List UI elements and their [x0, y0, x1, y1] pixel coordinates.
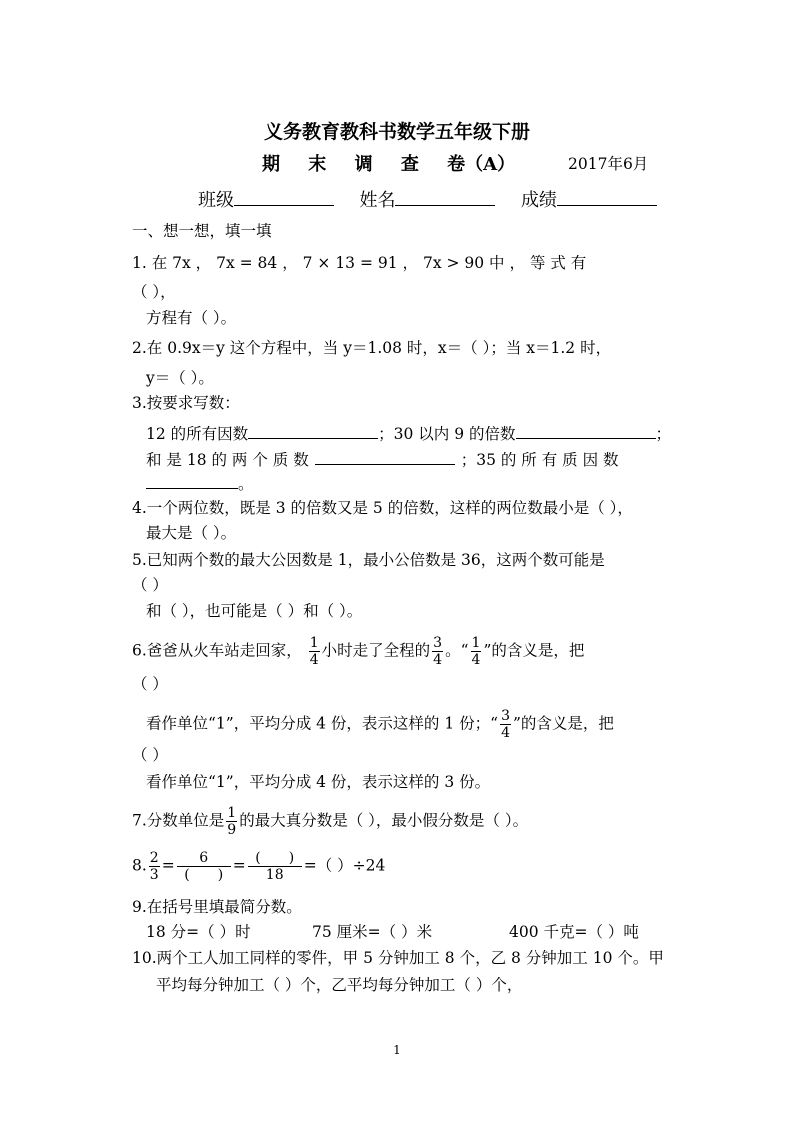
q6-fraction — [471, 636, 482, 667]
subtitle-char: 查 — [400, 154, 419, 175]
student-info — [198, 186, 657, 212]
q1-equation-blank[interactable]: 方程有（ ）。 — [146, 309, 237, 327]
q6-line — [132, 636, 584, 667]
q6-text: 。“ — [445, 641, 469, 660]
name-field[interactable] — [395, 187, 495, 206]
q8-fraction — [248, 851, 302, 882]
q9-item-b[interactable]: 75 厘米=（ ）米 — [312, 923, 433, 941]
q5-blank[interactable]: （ ） — [132, 576, 168, 594]
q1-blank[interactable]: （ ）， — [132, 283, 176, 301]
fraction-numerator: 2 — [149, 850, 159, 866]
q4-line: 4.一个两位数，既是 3 的倍数又是 5 的倍数，这样的两位数最小是（ ）， — [132, 499, 633, 517]
q9-line: 9.在括号里填最简分数。 — [132, 898, 302, 916]
q6-blank[interactable]: （ ） — [132, 675, 168, 693]
exam-subtitle — [262, 150, 515, 176]
fraction-denominator-blank[interactable]: ( ) — [184, 867, 224, 883]
q3-line: 3.按要求写数： — [132, 394, 240, 412]
q10-blanks[interactable]: 平均每分钟加工（ ）个，乙平均每分钟加工（ ）个， — [156, 976, 523, 994]
q2-line: 2.在 0.9x＝y 这个方程中，当 y＝1.08 时，x＝（ ）；当 x＝1.2 时， — [132, 339, 612, 357]
q3-row-b — [146, 446, 619, 470]
fraction-denominator: 4 — [471, 652, 481, 668]
fraction-denominator: 18 — [265, 867, 284, 883]
q3-answer-line[interactable] — [248, 420, 378, 439]
q8-equals: = — [161, 856, 175, 875]
q3-label: 和 是 18 的 两 个 质 数 — [146, 451, 309, 469]
q3-row-c — [146, 470, 254, 494]
fraction-denominator: 4 — [309, 652, 319, 668]
q6-line: 看作单位“1”，平均分成 4 份，表示这样的 3 份。 — [146, 773, 491, 791]
q8-text: 8. — [132, 856, 147, 875]
q3-end: 。 — [238, 475, 254, 493]
page-number: 1 — [393, 1043, 401, 1057]
q7-text: 7.分数单位是 — [132, 811, 225, 830]
name-label: 姓名 — [359, 190, 396, 211]
class-label: 班级 — [198, 190, 234, 211]
q6-line — [146, 709, 614, 740]
q6-fraction — [309, 636, 320, 667]
exam-date: 2017年6月 — [568, 155, 649, 173]
fraction-numerator: 3 — [433, 635, 443, 651]
subtitle-char: 期 — [262, 154, 280, 175]
q6-text: ”的含义是，把 — [513, 714, 614, 733]
q3-row-a: 12 的所有因数 ；30 以内 9 的倍数 ； — [146, 420, 671, 444]
q3-label: ；30 以内 9 的倍数 — [378, 425, 516, 443]
q5-blanks[interactable]: 和（ ），也可能是（ ）和（ ）。 — [146, 602, 363, 620]
q1-line: 1. 在 7x ， 7x = 84 ， 7 × 13 = 91 ， 7x > 90 中 ， 等 式 有 — [132, 254, 587, 272]
q8-blank[interactable]: =（ ）÷24 — [303, 856, 386, 875]
fraction-denominator: 4 — [433, 652, 443, 668]
fraction-denominator: 3 — [149, 867, 159, 883]
subtitle-char: 末 — [308, 154, 327, 175]
score-label: 成绩 — [520, 190, 557, 211]
q6-text: ”的含义是，把 — [483, 641, 585, 660]
score-field[interactable] — [557, 187, 657, 206]
fraction-numerator: 3 — [501, 708, 510, 724]
q4-blank[interactable]: 最大是（ ）。 — [146, 524, 237, 542]
q6-fraction — [432, 636, 443, 667]
q9-item-a[interactable]: 18 分=（ ）时 — [146, 923, 251, 941]
fraction-numerator: 6 — [177, 851, 231, 867]
q6-text: 小时走了全程的 — [321, 641, 431, 660]
fraction-numerator: 1 — [471, 635, 481, 651]
q7-line — [132, 806, 528, 837]
q3-label: 12 的所有因数 — [146, 425, 249, 443]
fraction-denominator: 4 — [501, 725, 510, 741]
q6-text: 6.爸爸从火车站走回家， — [132, 641, 302, 660]
q8-equals: = — [232, 856, 246, 875]
fraction-numerator-blank[interactable]: ( ) — [248, 851, 302, 867]
q3-answer-line[interactable] — [516, 420, 656, 439]
q7-text: 的最大真分数是（ ），最小假分数是（ ）。 — [239, 811, 529, 830]
q10-line: 10.两个工人加工同样的零件，甲 5 分钟加工 8 个，乙 8 分钟加工 10 个。甲 — [132, 949, 664, 967]
fraction-denominator: 9 — [227, 822, 237, 838]
q6-fraction — [500, 709, 511, 740]
q2-blank[interactable]: y＝（ ）。 — [146, 369, 214, 387]
q6-text: 看作单位“1”，平均分成 4 份，表示这样的 1 份；“ — [146, 714, 499, 733]
q7-fraction — [226, 806, 237, 837]
page-title: 义务教育教科书数学五年级下册 — [263, 121, 530, 143]
q6-blank[interactable]: （ ） — [132, 746, 168, 764]
fraction-numerator: 1 — [227, 805, 237, 821]
fraction-numerator: 1 — [309, 635, 319, 651]
q8-fraction — [177, 851, 231, 882]
q3-answer-line[interactable] — [146, 470, 238, 489]
class-field[interactable] — [234, 187, 334, 206]
q8-line — [132, 851, 385, 882]
q5-line: 5.已知两个数的最大公因数是 1，最小公倍数是 36，这两个数可能是 — [132, 551, 605, 569]
q3-label: ；35 的 所 有 质 因 数 — [460, 451, 619, 469]
subtitle-char: 调 — [354, 154, 373, 175]
q9-item-c[interactable]: 400 千克=（ ）吨 — [509, 923, 639, 941]
q3-answer-line[interactable] — [315, 446, 455, 465]
q8-fraction — [149, 851, 160, 882]
section-heading: 一、想一想，填一填 — [132, 222, 272, 240]
subtitle-char: 卷（A） — [447, 154, 516, 175]
